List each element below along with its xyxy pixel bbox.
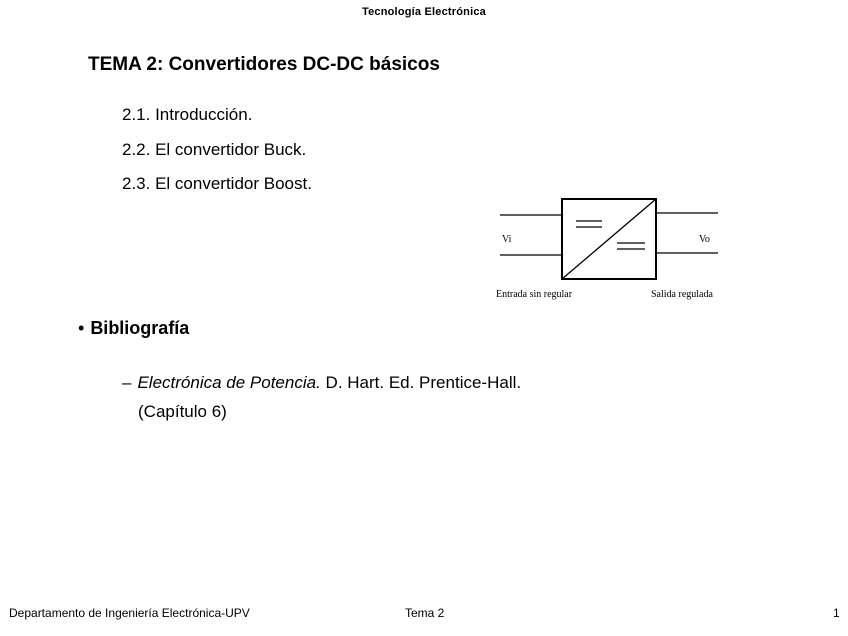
book-details: D. Hart. Ed. Prentice-Hall. [320, 373, 522, 392]
page-number: 1 [833, 606, 840, 620]
bullet: • [78, 318, 85, 338]
page-title: TEMA 2: Convertidores DC-DC básicos [88, 54, 440, 75]
input-caption: Entrada sin regular [496, 289, 573, 300]
book-title: Electrónica de Potencia. [137, 373, 321, 392]
input-voltage-label: Vi [502, 234, 512, 245]
toc-item-boost: 2.3. El convertidor Boost. [122, 174, 312, 193]
bibliography-title: Bibliografía [90, 318, 190, 338]
page-header: Tecnología Electrónica [361, 6, 486, 18]
dc-dc-converter-diagram [490, 190, 730, 310]
toc-item-intro: 2.1. Introducción. [122, 105, 253, 124]
bibliography-chapter: (Capítulo 6) [138, 402, 227, 421]
output-voltage-label: Vo [699, 234, 710, 245]
footer-department: Departamento de Ingeniería Electrónica-UPV [9, 606, 250, 620]
footer-topic: Tema 2 [405, 606, 445, 620]
bibliography-reference [122, 373, 521, 393]
bibliography-heading [78, 318, 189, 339]
output-caption: Salida regulada [651, 289, 713, 300]
toc-item-buck: 2.2. El convertidor Buck. [122, 140, 307, 159]
dash: – [122, 373, 132, 392]
